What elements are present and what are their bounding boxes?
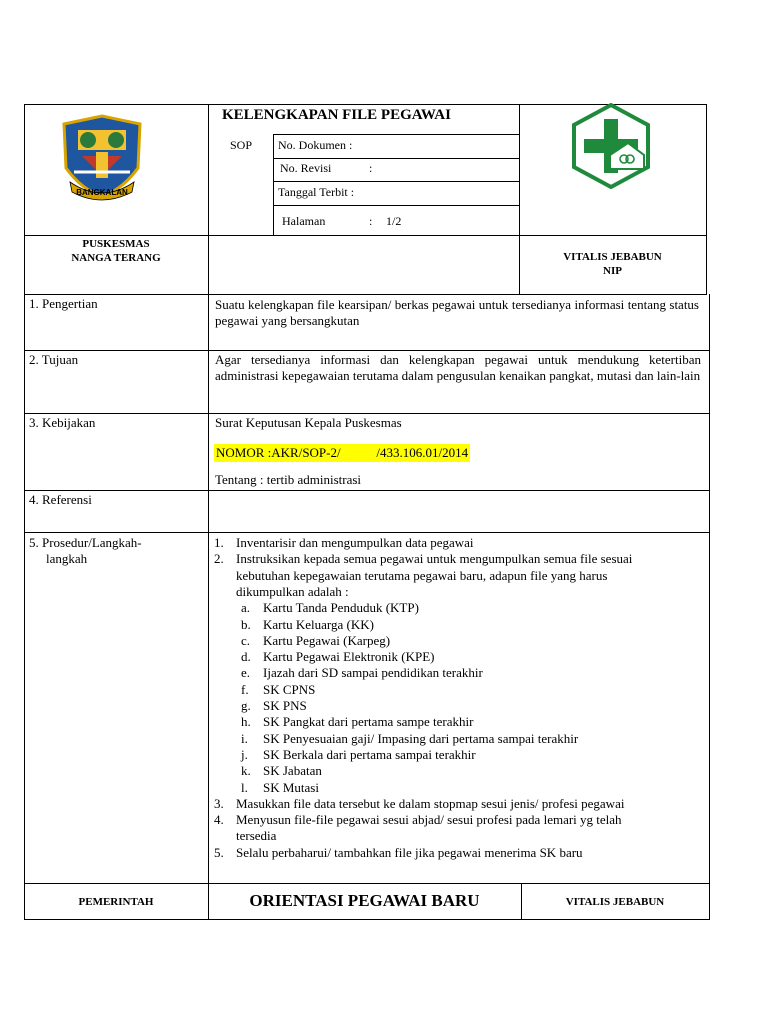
no-dokumen-label: No. Dokumen : [278, 138, 353, 152]
signer-block [519, 250, 706, 278]
org-line-2: NANGA TERANG [71, 252, 161, 264]
bangkalan-emblem-logo [52, 112, 152, 204]
halaman-value: 1/2 [386, 214, 402, 228]
halaman-label: Halaman [282, 214, 326, 228]
halaman-colon: : [369, 214, 373, 228]
prosedur-label-line-1: 5. Prosedur/Langkah- [29, 535, 142, 550]
footer-center-title: ORIENTASI PEGAWAI BARU [249, 891, 480, 910]
kebijakan-line-1: Surat Keputusan Kepala Puskesmas [215, 415, 402, 430]
footer-right: VITALIS JEBABUN [565, 896, 665, 908]
tujuan-text: Agar tersedianya informasi dan kelengkapan pegawai untuk mendukung ketertiban administrasi kepegawaian terutama dalam pengusulan kenaikan pangkat, mutasi dan lain-lain [215, 352, 701, 383]
no-revisi-colon: : [369, 161, 373, 175]
bangkalan-logo-text: BANGKALAN [76, 188, 128, 197]
kebijakan-tentang: Tentang : tertib administrasi [215, 472, 362, 487]
prosedur-label-line-2: langkah [46, 551, 88, 566]
sop-label: SOP [230, 138, 253, 152]
puskesmas-cross-logo [568, 103, 654, 189]
org-line-1: PUSKESMAS [82, 238, 150, 250]
document-title: KELENGKAPAN FILE PEGAWAI [222, 107, 451, 123]
kebijakan-label: 3. Kebijakan [29, 415, 96, 430]
footer-left: PEMERINTAH [78, 896, 154, 908]
tanggal-terbit-label: Tanggal Terbit : [278, 185, 355, 199]
signer-name: VITALIS JEBABUN [563, 251, 662, 263]
tujuan-label: 2. Tujuan [29, 352, 79, 367]
prosedur-list: 1. Inventarisir dan mengumpulkan data pegawai 2. Instruksikan kepada semua pegawai untuk mengumpulkan semua file sesuai kebutuhan kepegawaian terutama pegawai baru, adapun file yang harus dikumpulkan adalah : a. Kartu Tanda Penduduk (KTP) b. Kartu Keluarga (KK) c. Kartu Pegawai (Karpeg) d. Kartu Pegawai Elektronik (KPE) e. Ijazah dari SD sampai pendidikan terakhir f. SK CPNS g. SK PNS h. SK Pangkat dari pertama sampe terakhir i. SK Penyesuaian gaji/ Impasing dari pertama sampai terakhir j. SK Berkala dari pertama sampai terakhir k. SK Jabatan l. SK Mutasi 3. Masukkan file data tersebut ke dalam stopmap sesui jenis/ profesi pegawai 4. Menyusun file-file pegawai sesui abjad/ sesui profesi pada lemari yg telah tersedia 5. Selalu perbaharui/ tambahkan file jika pegawai menerima SK baru [214, 535, 633, 860]
pengertian-label: 1. Pengertian [29, 296, 98, 311]
no-revisi-label: No. Revisi [280, 161, 332, 175]
referensi-label: 4. Referensi [29, 492, 92, 507]
org-name [24, 237, 208, 265]
signer-nip: NIP [603, 265, 622, 277]
pengertian-text: Suatu kelengkapan file kearsipan/ berkas pegawai untuk tersedianya informasi tentang status pegawai yang bersangkutan [215, 297, 699, 328]
kebijakan-nomor: NOMOR :AKR/SOP-2/ /433.106.01/2014 [216, 445, 469, 460]
